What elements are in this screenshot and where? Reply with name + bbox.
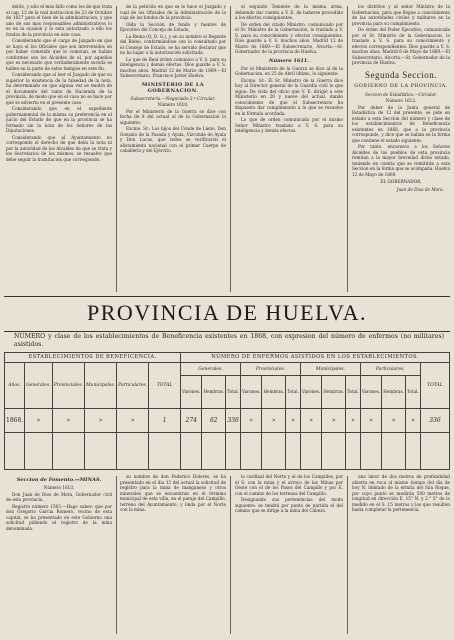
notice-number: Número 1612. <box>385 98 417 103</box>
table-cell: » <box>117 408 149 432</box>
province-title: PROVINCIA DE HUELVA. <box>87 300 367 325</box>
paragraph: Por deber de la Junta general de Estadística de 12 del presente, se pide en estado a esta Seccion del número y clase de los establecimientos de Beneficencia existentes en 1868, que a la provincia corresponde, y dice que se hallan en la forma que contiene el estado siguiente. <box>352 104 450 143</box>
table-cell: » <box>322 408 346 432</box>
column-3 <box>235 4 343 296</box>
divider <box>4 331 450 332</box>
signature-title: EL GOBERNADOR, <box>380 179 422 184</box>
table-row <box>5 408 450 432</box>
section-title: Segunda Seccion. <box>365 69 437 80</box>
table-header: Hembras. <box>382 376 406 409</box>
section-heading: MINISTERIO DE LA GOBERNACION. <box>141 81 205 94</box>
column-rule <box>230 476 231 634</box>
table-header: Hembras. <box>262 376 286 409</box>
table-header: Total. <box>346 376 361 409</box>
paragraph: su nombre de don Federico Dolores, se ha presentado en el dia 12 del actual la solicitud de registro para la mina de manganeso y otros minerales que se encuentran en el término municipal de esta villa, en el paraje del Campillo, terreno del Ayuntamiento, y linda por el Norte con la mina. <box>120 474 226 512</box>
bottom-column-4 <box>352 474 450 636</box>
table-cell: 274 <box>181 408 202 432</box>
column-rule <box>116 476 117 634</box>
table-cell: » <box>25 408 53 432</box>
table-cell: » <box>262 408 286 432</box>
table-cell: » <box>300 408 321 432</box>
table-header: TOTAL <box>420 363 449 409</box>
table-cell: 1 <box>149 408 181 432</box>
table-group-header: NÚMERO DE ENFERMOS ASISTIDOS EN LOS ESTABLECIMIENTOS. <box>181 353 450 363</box>
table-header: Varones. <box>300 376 321 409</box>
table-cell: 62 <box>202 408 226 432</box>
table-cell: » <box>52 408 84 432</box>
column-rule <box>347 476 348 634</box>
subsection-heading: Subsecretaría.—Negociado 3.º Circular. <box>130 95 216 101</box>
statistics-table <box>4 352 450 470</box>
paragraph: Excmo. Sr.: El Sr. Ministro de la Guerra dice hoy al Director general de la Guardia civil lo que sigue: De vista del oficio que V. E. dirigió a este Ministerio en 20 y nueve del actual, dando conocimiento de que el Subsecretario ha dispuesto dar cumplimiento a lo que se resuelve en la fórmula acordada. <box>235 77 343 116</box>
section-subtitle: GOBIERNO DE LA PROVINCIA. <box>354 82 448 89</box>
table-cell: 336 <box>420 408 449 432</box>
paragraph: Designando sus pertenencias del modo siguiente: se tendrá por punto de partida el del camino que se dirige a la mina del Cabezo. <box>235 497 343 513</box>
column-2 <box>120 4 226 296</box>
paragraph: Don Juan de Dios de Mora, Gobernador civil de esta provincia. <box>6 491 112 502</box>
notice-number: Número 1611. <box>268 57 310 64</box>
table-title: NÚMERO y clase de los establecimientos de Beneficencia existentes en 1868, con expresion del número de enfermos (no militares) asistidos. <box>14 333 444 348</box>
paragraph: Registro número 1503.—Hago saber: que por don Gregorio Garcia Romero, vecino de esta capital, se ha presentado en este Gobierno una solicitud pidiendo el registro de la mina denominada. <box>6 503 112 531</box>
column-4 <box>352 4 450 296</box>
paragraph: Por tanto, encarezco a los Señores Alcaldes de los pueblos de esta provincia remitan a la mayor brevedad dicho estado, teniendo en cuenta que se remitirán a esta Seccion en la forma que se acompaña. Huelva 12 de Mayo de 1869. <box>352 144 450 177</box>
table-header: Particulares. <box>360 363 420 376</box>
notice-number: Número 1610. <box>157 102 189 107</box>
table-header: Varones. <box>181 376 202 409</box>
paragraph: lo cardinal del Norte y el de los Campillos, por el S. con la mina y el arroyo de las Minas por Oeste con el de los Pasos del Campillo y por E. con el camino de los terrenos del Campillo. <box>235 474 343 496</box>
paragraph: Considerando que al leer el Juzgado de que su superior la existencia de la falsedad de la nota, ha determinado en que alguna vez se tendrá de el documento del ramo de Hacienda de la provincia, de modo que en el caso no se hace por qué se advierta en el presente caso. <box>6 72 112 105</box>
bottom-column-1 <box>6 474 112 636</box>
bottom-column-2 <box>120 474 226 636</box>
column-rule <box>116 6 117 292</box>
paragraph: de la petición en que se le hace el Juzgado y cual de los Oficiales de la Administración de la caja de los fondos de la provincia. <box>120 4 226 20</box>
column-rule <box>347 6 348 292</box>
table-header: Hembras. <box>322 376 346 409</box>
paragraph: De orden del citado Ministro, comunicado por el Sr. Ministro de la Gobernacion, lo traslado a V. S. para su conocimiento y efectos consiguientes. Dios guarde a V. S. muchos años. Madrid 12 de Marzo de 1869.—El Subsecretario, Alcorta.—Sr. Gobernador de la provincia de Huelva. <box>235 21 343 54</box>
table-header: Hembras. <box>202 376 226 409</box>
table-header: Total. <box>286 376 301 409</box>
paragraph: De órden del Poder Ejecutivo, comunicada por el Sr. Ministro de la Gobernacion, lo traslado a V. S. para su conocimiento y efectos correspondientes. Dios guarde a V. S. muchos años. Madrid 6 de Mayo de 1869.—El Subsecretario, Alcorta.—Sr. Gobernador de la provincia de Huelva. <box>352 27 450 65</box>
paragraph: La Reina (Q. D. G.), y en su nombre el Regente del Reino, conformándose con lo consultado por el Consejo de Estado, se ha servido declarar que no ha lugar a la autorización solicitada. <box>120 33 226 55</box>
table-cell: » <box>84 408 116 432</box>
table-header: Total. <box>405 376 420 409</box>
table-header: Varones. <box>360 376 381 409</box>
table-header: Generales. <box>25 363 53 409</box>
paragraph: Lo que de Real órden comunico a V. S. para su inteligencia y demás efectos. Dios guarde a V. S. muchos años. Madrid 12 de Marzo de 1869.—El Subsecretario, Francisco Javier Huelva. <box>120 56 226 78</box>
table-header: Provinciales. <box>52 363 84 409</box>
paragraph: una labor de dos metros de profundidad abierta en roca al mismo tiempo del dia de hoy N. limitado de la ermita del San Roque, por cuyo punto se medirán 500 metros de longitud en dirección E. 15° N. y 2.° 5° de lo medido en el S. 15 metros y los que resulten hasta completar la pertenencia. <box>352 474 450 512</box>
table-header: Años. <box>5 363 25 409</box>
paragraph: Considerando que el cargo de Juzgado en que se haya el los Oficiales que son intervenidos en por haber cometido que lo cometan, se hallan conformes son los Alcaldes de el, por aquellos que es necesario que verdaderamente suceda se hallen en la parte de estos tiempos en este fin. <box>6 38 112 71</box>
paragraph: Oída la Sección de fondo y fuentes de Ejecutivo del Concejo de Estado, <box>120 21 226 32</box>
table-cell: 336 <box>226 408 241 432</box>
paragraph: Lo que de orden comunicada por el mismo Señor Ministro traslado a V. S. para su inteligencia y demás efectos. <box>235 117 343 133</box>
table-header: Municipales. <box>300 363 360 376</box>
paragraph: los distritos y al señor Ministro de la Gobernacion, para que llegue a conocimiento de las autoridades civiles y militares en la provincia para su cumplimiento. <box>352 4 450 26</box>
column-1 <box>6 4 112 296</box>
table-header: Varones. <box>241 376 262 409</box>
table-header: Total. <box>226 376 241 409</box>
signature-name: Juan de Dios de Mora. <box>396 186 444 192</box>
paragraph: delito, y sólo el más fallo como los de que trata el cap. 12 de la real instruccion de 23 de Octubre de 1827 para el bien de la administracion, y que uno de sus mas responsables administrativos lo es en la ocasion y lo esta autorizado a ello los fondos de la provincia en este caso. <box>6 4 112 37</box>
table-cell: » <box>286 408 301 432</box>
paragraph: Por el Ministerio de la Guerra se dice al de la Gobernacion, en 25 de Abril último, lo siguiente: <box>235 65 343 76</box>
subsection-heading: Seccion de Estadística.—Circular. <box>365 91 437 97</box>
table-header: Particulares. <box>117 363 149 409</box>
column-rule <box>230 6 231 292</box>
section-heading: Seccion de Fomento.—MINAS. <box>16 477 102 483</box>
table-cell: » <box>241 408 262 432</box>
paragraph: Excmo. Sr.: Los hijos del Conde de Lieno, Don Gonzalo de la Pasada y Ayala, Vizconde de Ayala y Don Lucas, que todos se verificaron el alistamiento nacional con el primer Cuerpo de caballería y del Ejército. <box>120 126 226 153</box>
table-group-header: ESTABLECIMIENTOS DE BENEFICENCIA. <box>5 353 181 363</box>
table-cell: » <box>346 408 361 432</box>
table-header: TOTAL <box>149 363 181 409</box>
paragraph: Considerando que al Ayuntamiento no corresponde el derecho de que deba la nota ni por la autoridad de los Alcaldes de que se trata y los Secretarios de los mismos, se resuelve que debe seguir la tramitacion que corresponde. <box>6 134 112 162</box>
table-row <box>5 433 450 470</box>
table-cell: » <box>360 408 381 432</box>
table-cell: » <box>405 408 420 432</box>
table-header: Provinciales. <box>241 363 301 376</box>
paragraph: Por el Ministerio de la Guerra se dice con fecha de 8 del actual al de la Gobernacion lo siguiente: <box>120 108 226 125</box>
bottom-column-3 <box>235 474 343 636</box>
paragraph: el segundo Teniente de la misma arma, debiendo dar cuenta a V. E. de haberse procedido a los efectos consiguientes. <box>235 4 343 20</box>
table-cell: 1868. <box>5 408 25 432</box>
table-cell: » <box>382 408 406 432</box>
table-header: Municipales. <box>84 363 116 409</box>
table-header: Generales. <box>181 363 241 376</box>
notice-number: Número 1613. <box>43 485 75 490</box>
paragraph: Considerando que en el expediente gubernamental de la misma su preferencia en el juicio del Estado de que en la provincia se ha formado sin la nota de los Señores de las Diputaciones. <box>6 106 112 133</box>
